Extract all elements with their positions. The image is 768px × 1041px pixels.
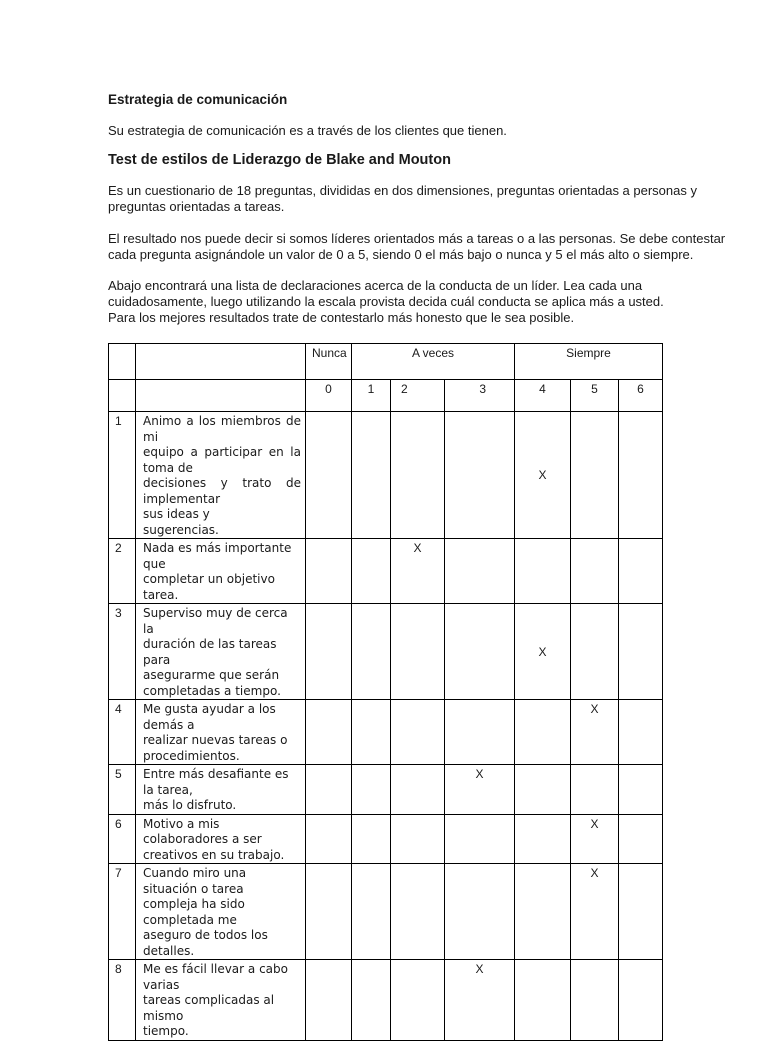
answer-mark: X	[590, 816, 599, 831]
answer-mark: X	[475, 962, 484, 976]
question-statement	[136, 960, 306, 1041]
result-line: El resultado nos puede decir si somos líderes orientados más a tareas o a las personas. Se debe contestar	[108, 231, 726, 246]
header-nunca: Nunca	[306, 344, 352, 380]
header-empty-cell	[136, 344, 306, 380]
question-row	[109, 960, 663, 1041]
statement-line: Cuando miro una situación o tarea	[143, 866, 247, 896]
question-row	[109, 765, 663, 815]
statement-line: procedimientos.	[143, 748, 240, 763]
leadership-survey-table	[108, 343, 663, 1041]
answer-cell-6[interactable]	[619, 765, 663, 815]
statement-line: completadas a tiempo.	[143, 683, 281, 698]
instructions-line: cuidadosamente, luego utilizando la escala provista decida cuál conducta se aplica más a usted.	[108, 294, 664, 309]
header-empty-cell	[109, 380, 136, 412]
question-number: 1	[109, 412, 136, 539]
statement-line: asegurarme que serán	[143, 668, 280, 682]
question-statement	[136, 814, 306, 864]
answer-cell-0[interactable]	[306, 864, 352, 960]
question-statement	[136, 539, 306, 604]
question-number: 6	[109, 814, 136, 864]
statement-line: Me gusta ayudar a los demás a	[143, 702, 276, 732]
statement-line: sus ideas y	[143, 507, 210, 521]
question-number: 3	[109, 604, 136, 700]
answer-cell-4[interactable]	[515, 864, 571, 960]
question-statement	[136, 765, 306, 815]
answer-cell-2[interactable]	[391, 814, 445, 864]
answer-cell-3[interactable]	[445, 960, 515, 1041]
answer-cell-1[interactable]	[352, 539, 391, 604]
question-row	[109, 814, 663, 864]
answer-cell-4[interactable]	[515, 814, 571, 864]
answer-mark: X	[538, 644, 547, 659]
answer-cell-6[interactable]	[619, 604, 663, 700]
answer-cell-1[interactable]	[352, 765, 391, 815]
answer-cell-0[interactable]	[306, 765, 352, 815]
answer-cell-5[interactable]	[571, 765, 619, 815]
answer-cell-0[interactable]	[306, 539, 352, 604]
statement-line: más lo disfruto.	[143, 798, 237, 812]
answer-cell-4[interactable]	[515, 412, 571, 539]
test-title: Test de estilos de Liderazgo de Blake and Mouton	[108, 152, 451, 168]
scale-2: 2	[391, 380, 445, 412]
question-row	[109, 412, 663, 539]
answer-cell-1[interactable]	[352, 604, 391, 700]
result-paragraph	[108, 231, 726, 263]
answer-cell-2[interactable]	[391, 960, 445, 1041]
scale-4: 4	[515, 380, 571, 412]
question-number: 8	[109, 960, 136, 1041]
answer-cell-4[interactable]	[515, 700, 571, 765]
statement-line: aseguro de todos los detalles.	[143, 928, 268, 958]
answer-mark: X	[475, 767, 484, 781]
answer-cell-1[interactable]	[352, 412, 391, 539]
answer-cell-3[interactable]	[445, 814, 515, 864]
answer-cell-6[interactable]	[619, 864, 663, 960]
answer-cell-6[interactable]	[619, 960, 663, 1041]
answer-cell-2[interactable]	[391, 604, 445, 700]
survey-body	[109, 412, 663, 1041]
answer-cell-1[interactable]	[352, 864, 391, 960]
instructions-paragraph	[108, 278, 708, 326]
question-statement	[136, 864, 306, 960]
scale-1: 1	[352, 380, 391, 412]
answer-mark: X	[590, 866, 599, 880]
answer-cell-2[interactable]	[391, 765, 445, 815]
answer-cell-2[interactable]	[391, 539, 445, 604]
answer-cell-4[interactable]	[515, 960, 571, 1041]
header-siempre: Siempre	[515, 344, 663, 380]
answer-cell-6[interactable]	[619, 412, 663, 539]
question-statement	[136, 412, 306, 539]
question-number: 4	[109, 700, 136, 765]
intro-line: preguntas orientadas a tareas.	[108, 199, 285, 214]
answer-cell-3[interactable]	[445, 700, 515, 765]
answer-cell-0[interactable]	[306, 814, 352, 864]
answer-mark: X	[538, 468, 547, 482]
answer-cell-5[interactable]	[571, 604, 619, 700]
result-line: cada pregunta asignándole un valor de 0 a 5, siendo 0 el más bajo o nunca y 5 el más alto o siempre.	[108, 247, 694, 262]
statement-line: sugerencias.	[143, 522, 219, 537]
scale-6: 6	[619, 380, 663, 412]
statement-line: Me es fácil llevar a cabo varias	[143, 962, 288, 992]
answer-cell-4[interactable]	[515, 539, 571, 604]
statement-line: tiempo.	[143, 1024, 189, 1038]
answer-cell-2[interactable]	[391, 700, 445, 765]
answer-cell-1[interactable]	[352, 814, 391, 864]
statement-line: Superviso muy de cerca la	[143, 606, 288, 636]
statement-line: Motivo a mis colaboradores a ser	[143, 816, 262, 846]
answer-mark: X	[413, 541, 422, 555]
scale-0: 0	[306, 380, 352, 412]
section-title: Estrategia de comunicación	[108, 92, 288, 107]
statement-line: tareas complicadas al mismo	[143, 993, 275, 1023]
header-a-veces: A veces	[352, 344, 515, 380]
answer-cell-0[interactable]	[306, 700, 352, 765]
scale-3: 3	[445, 380, 515, 412]
scale-5: 5	[571, 380, 619, 412]
answer-cell-2[interactable]	[391, 864, 445, 960]
statement-line: Nada es más importante que	[143, 541, 292, 571]
header-row-labels	[109, 344, 663, 380]
answer-cell-6[interactable]	[619, 814, 663, 864]
statement-line: Entre más desafiante es la tarea,	[143, 767, 289, 797]
answer-cell-5[interactable]	[571, 700, 619, 765]
question-row	[109, 700, 663, 765]
answer-cell-3[interactable]	[445, 864, 515, 960]
answer-cell-3[interactable]	[445, 412, 515, 539]
answer-cell-5[interactable]	[571, 814, 619, 864]
answer-cell-0[interactable]	[306, 604, 352, 700]
answer-cell-1[interactable]	[352, 700, 391, 765]
intro-line: Es un cuestionario de 18 preguntas, divididas en dos dimensiones, preguntas orientadas a personas y	[108, 183, 697, 198]
statement-line: equipo a participar en la toma de	[143, 445, 301, 475]
instructions-line: Abajo encontrará una lista de declaraciones acerca de la conducta de un líder. Lea cada una	[108, 278, 643, 293]
question-number: 2	[109, 539, 136, 604]
answer-cell-3[interactable]	[445, 765, 515, 815]
statement-line: compleja ha sido completada me	[143, 897, 245, 927]
answer-cell-5[interactable]	[571, 539, 619, 604]
statement-line: completar un objetivo tarea.	[143, 572, 275, 602]
answer-cell-2[interactable]	[391, 412, 445, 539]
header-empty-cell	[136, 380, 306, 412]
answer-mark: X	[590, 702, 599, 716]
statement-line: creativos en su trabajo.	[143, 847, 285, 862]
question-row	[109, 604, 663, 700]
question-statement	[136, 700, 306, 765]
statement-line: realizar nuevas tareas o	[143, 733, 288, 747]
intro-paragraph	[108, 183, 708, 215]
statement-line: Animo a los miembros de mi	[143, 414, 301, 444]
question-row	[109, 539, 663, 604]
answer-cell-4[interactable]	[515, 765, 571, 815]
question-number: 7	[109, 864, 136, 960]
question-statement	[136, 604, 306, 700]
answer-cell-6[interactable]	[619, 700, 663, 765]
answer-cell-4[interactable]	[515, 604, 571, 700]
answer-cell-3[interactable]	[445, 539, 515, 604]
header-row-scale	[109, 380, 663, 412]
header-empty-cell	[109, 344, 136, 380]
section-text: Su estrategia de comunicación es a través de los clientes que tienen.	[108, 123, 507, 138]
question-row	[109, 864, 663, 960]
question-number: 5	[109, 765, 136, 815]
answer-cell-1[interactable]	[352, 960, 391, 1041]
statement-line: duración de las tareas para	[143, 637, 277, 667]
statement-line: decisiones y trato de implementar	[143, 476, 301, 506]
answer-cell-5[interactable]	[571, 864, 619, 960]
instructions-line: Para los mejores resultados trate de contestarlo más honesto que le sea posible.	[108, 310, 575, 325]
answer-cell-6[interactable]	[619, 539, 663, 604]
answer-cell-0[interactable]	[306, 412, 352, 539]
answer-cell-5[interactable]	[571, 960, 619, 1041]
answer-cell-0[interactable]	[306, 960, 352, 1041]
answer-cell-5[interactable]	[571, 412, 619, 539]
answer-cell-3[interactable]	[445, 604, 515, 700]
